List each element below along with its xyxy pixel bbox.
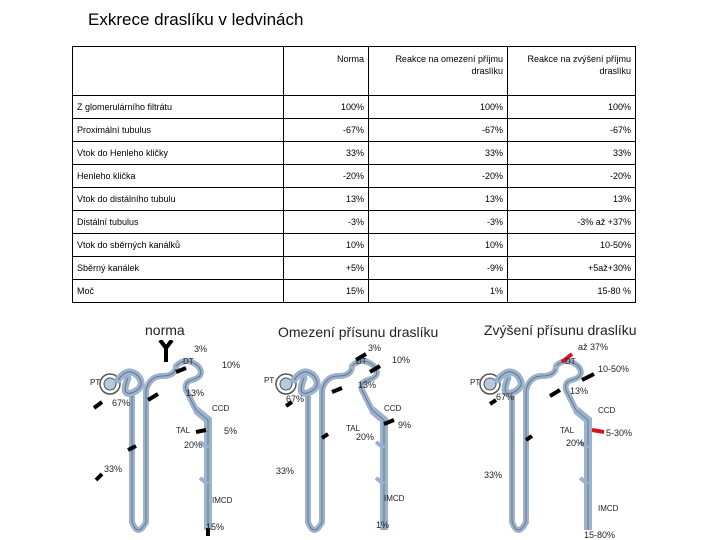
omezeni-dt-value: 3% xyxy=(368,343,382,353)
cell-omezeni: -67% xyxy=(369,119,508,142)
nephron-norma xyxy=(94,340,208,536)
omezeni-loop-value: 20% xyxy=(356,432,375,442)
cell-zvyseni: 15-80 % xyxy=(508,280,636,303)
table-header-row xyxy=(73,47,636,96)
label-tal: TAL xyxy=(346,424,361,433)
label-imcd: IMCD xyxy=(384,494,405,503)
cell-norma: 100% xyxy=(284,96,369,119)
table-row xyxy=(73,119,636,142)
label-pt: PT xyxy=(264,376,275,385)
nephron-zvyseni xyxy=(480,354,604,530)
cell-omezeni: 13% xyxy=(369,188,508,211)
row-label: Henleho klička xyxy=(73,165,284,188)
table-row xyxy=(73,234,636,257)
cell-omezeni: -20% xyxy=(369,165,508,188)
table-row xyxy=(73,257,636,280)
nephron-omezeni xyxy=(276,354,394,530)
zvyseni-loop-value: 20% xyxy=(566,438,585,448)
cell-norma: -20% xyxy=(284,165,369,188)
norma-loop-value: 20% xyxy=(184,440,203,450)
norma-cd-in-value: 10% xyxy=(222,360,241,370)
cell-zvyseni: -20% xyxy=(508,165,636,188)
table-row xyxy=(73,96,636,119)
label-imcd: IMCD xyxy=(598,504,619,513)
row-label: Z glomerulárního filtrátu xyxy=(73,96,284,119)
cell-omezeni: 33% xyxy=(369,142,508,165)
zvyseni-dt-value: až 37% xyxy=(578,342,609,352)
zvyseni-loop-in-value: 33% xyxy=(484,470,503,480)
row-label: Proximální tubulus xyxy=(73,119,284,142)
norma-urine-value: 15% xyxy=(206,522,225,532)
cell-zvyseni: 10-50% xyxy=(508,234,636,257)
label-ccd: CCD xyxy=(598,406,616,415)
cell-norma: 15% xyxy=(284,280,369,303)
zvyseni-urine-value: 15-80% xyxy=(584,530,616,540)
cell-norma: -3% xyxy=(284,211,369,234)
norma-dt-value: 3% xyxy=(194,344,208,354)
omezeni-cd-in-value: 10% xyxy=(392,355,411,365)
diagram-title-omezeni: Omezení přísunu draslíku xyxy=(278,324,439,340)
norma-prox-value: 67% xyxy=(112,398,131,408)
label-ccd: CCD xyxy=(212,404,230,413)
norma-cd-value: 5% xyxy=(224,426,238,436)
table-row xyxy=(73,142,636,165)
row-label: Vtok do Henleho kličky xyxy=(73,142,284,165)
row-label: Distální tubulus xyxy=(73,211,284,234)
zvyseni-dist-in-value: 13% xyxy=(570,386,589,396)
label-pt: PT xyxy=(470,378,481,387)
row-label: Vtok do distálního tubulu xyxy=(73,188,284,211)
label-ccd: CCD xyxy=(384,404,402,413)
header-omezeni: Reakce na omezení příjmu draslíku xyxy=(369,47,508,96)
norma-dist-in-value: 13% xyxy=(186,388,205,398)
cell-norma: 13% xyxy=(284,188,369,211)
cell-omezeni: -3% xyxy=(369,211,508,234)
cell-omezeni: 1% xyxy=(369,280,508,303)
cell-norma: 33% xyxy=(284,142,369,165)
label-pt: PT xyxy=(90,378,101,387)
row-label: Moč xyxy=(73,280,284,303)
omezeni-dist-in-value: 13% xyxy=(358,380,377,390)
label-dt: DT xyxy=(565,357,576,366)
label-tal: TAL xyxy=(176,426,191,435)
cell-zvyseni: -3% až +37% xyxy=(508,211,636,234)
header-empty xyxy=(73,47,284,96)
cell-omezeni: -9% xyxy=(369,257,508,280)
label-dt: DT xyxy=(183,357,194,366)
cell-zvyseni: -67% xyxy=(508,119,636,142)
cell-omezeni: 100% xyxy=(369,96,508,119)
diagram-title-norma: norma xyxy=(145,322,185,338)
diagram-title-zvyseni: Zvýšení přísunu draslíku xyxy=(484,322,637,338)
cell-zvyseni: 100% xyxy=(508,96,636,119)
omezeni-loop-in-value: 33% xyxy=(276,466,295,476)
label-tal: TAL xyxy=(560,426,575,435)
row-label: Sběrný kanálek xyxy=(73,257,284,280)
label-dt: DT xyxy=(356,357,367,366)
zvyseni-prox-value: 67% xyxy=(496,392,515,402)
cell-norma: -67% xyxy=(284,119,369,142)
norma-loop-in-value: 33% xyxy=(104,464,123,474)
table-row xyxy=(73,188,636,211)
zvyseni-cd-in-value: 10-50% xyxy=(598,364,630,374)
potassium-table xyxy=(72,46,636,303)
omezeni-urine-value: 1% xyxy=(376,520,390,530)
cell-zvyseni: 13% xyxy=(508,188,636,211)
cell-norma: 10% xyxy=(284,234,369,257)
table-row xyxy=(73,280,636,303)
label-imcd: IMCD xyxy=(212,496,233,505)
cell-zvyseni: +5až+30% xyxy=(508,257,636,280)
cell-omezeni: 10% xyxy=(369,234,508,257)
page-title: Exkrece draslíku v ledvinách xyxy=(88,10,304,29)
row-label: Vtok do sběrných kanálků xyxy=(73,234,284,257)
omezeni-cd-value: 9% xyxy=(398,420,412,430)
header-norma: Norma xyxy=(284,47,369,96)
cell-norma: +5% xyxy=(284,257,369,280)
header-zvyseni: Reakce na zvýšení příjmu draslíku xyxy=(508,47,636,96)
cell-zvyseni: 33% xyxy=(508,142,636,165)
omezeni-prox-value: 67% xyxy=(286,394,305,404)
table-row xyxy=(73,211,636,234)
zvyseni-cd-value: 5-30% xyxy=(606,428,633,438)
table-row xyxy=(73,165,636,188)
